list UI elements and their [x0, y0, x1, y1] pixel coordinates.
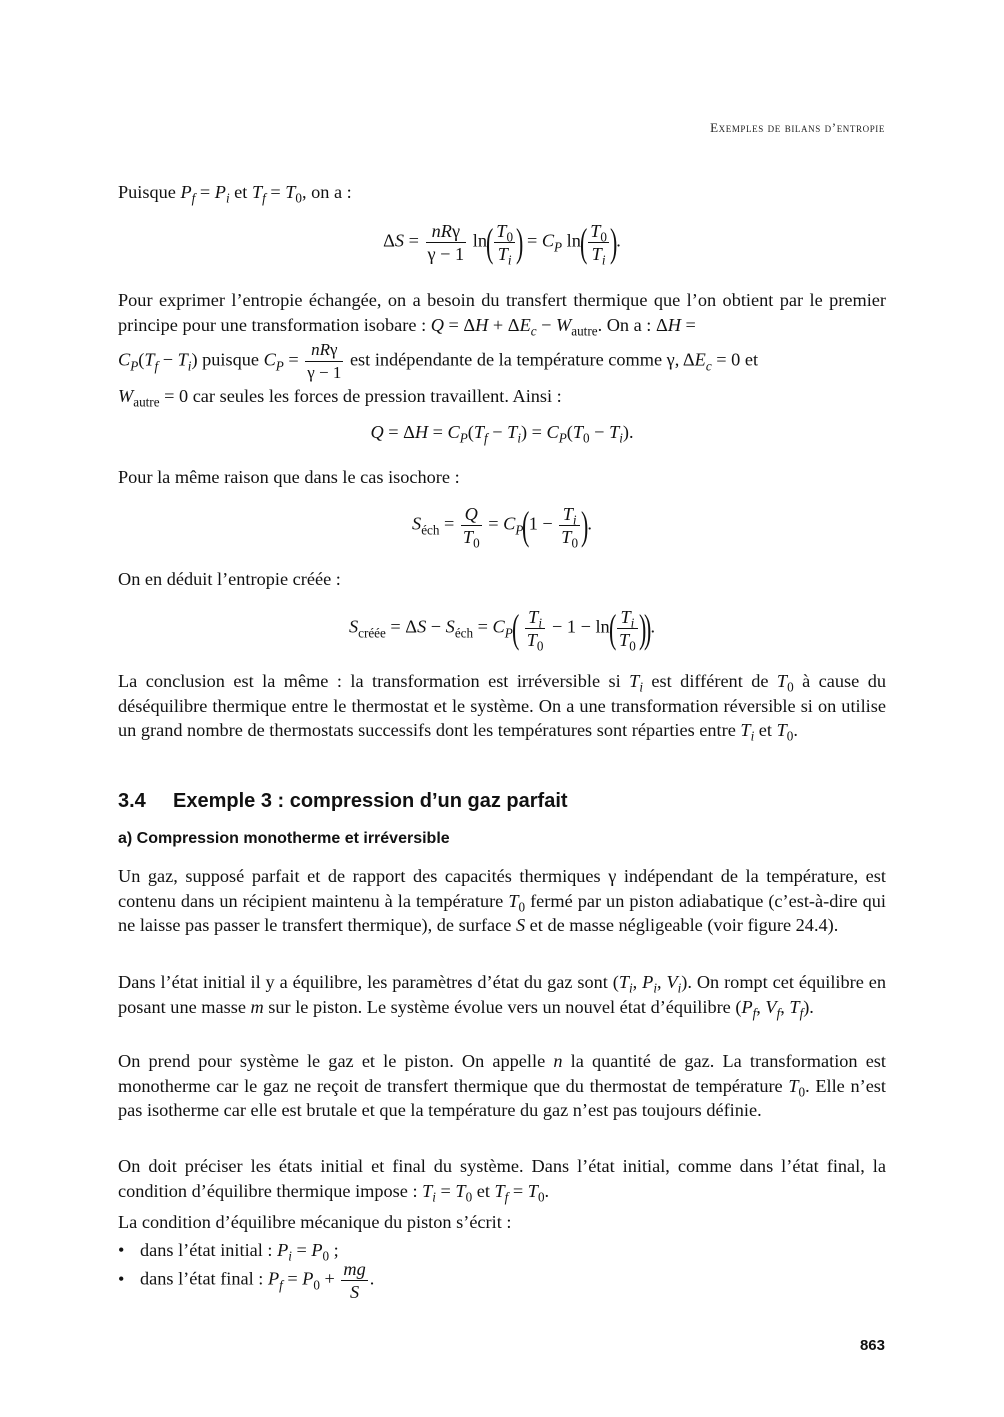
intro-word: Puisque: [118, 182, 176, 202]
paragraph-created-entropy: On en déduit l’entropie créée :: [118, 569, 341, 589]
section-number: 3.4: [118, 790, 146, 812]
paragraph-intro: Puisque $P_f = P_i$ et $T_f = T_0$, on a :: [118, 182, 352, 206]
equation-heat-transfer: $Q = \Delta H = C_P(T_f - T_i) = C_P(T_0 - T_i)$.: [370, 422, 634, 446]
equation-exchanged-entropy: $S_{éch}$ = $\frac{Q}{T_0}$ = $C_P(1$ − $\frac{T_i}{T_0}$ ).: [412, 502, 592, 551]
paragraph-thermal-equilibrium: On doit préciser les états initial et final du système. Dans l’état initial, comme dans l’état final, la condition d’équilibre thermique impose : $T_i = T_0$ et $T_f = T_0$.: [118, 1156, 886, 1205]
equation-created-entropy: $S_{créée} = \Delta S - S_{éch} = C_P$( $\frac{T_i}{T_0}$ − 1 − ln( $\frac{T_i}{T_0}$ )).: [348, 605, 656, 654]
paragraph-isochore: Pour la même raison que dans le cas isochore :: [118, 467, 460, 487]
paragraph-conclusion: La conclusion est la même : la transformation est irréversible si $T_i$ est différent de $T_0$ à cause du déséquilibre thermique entre le thermostat et le système. On a une transformation réversible si on utilise un grand nombre de thermostats successifs dont les températures sont réparties entre $T_i$ et $T_0$.: [118, 671, 886, 745]
subsection-heading: a) Compression monotherme et irréversible: [118, 830, 450, 847]
list-item-initial: • dans l’état initial : $P_i = P_0$ ;: [118, 1240, 339, 1264]
list-item-final: • dans l’état final : $P_f = P_0$ + $\frac{mg}{S}$ .: [118, 1259, 375, 1302]
bullet-icon: •: [118, 1240, 125, 1260]
bullet-icon: •: [118, 1268, 125, 1289]
paragraph-mechanical-equilibrium: La condition d’équilibre mécanique du piston s’écrit :: [118, 1212, 512, 1232]
paragraph-system: On prend pour système le gaz et le piston. On appelle n la quantité de gaz. La transformation est monotherme car le gaz ne reçoit de transfert thermique que du thermostat de température $T_0$. Elle n’est pas isotherme car elle est brutale et que la température du gaz n’est pas toujours définie.: [118, 1051, 887, 1121]
paragraph-initial-state: Dans l’état initial il y a équilibre, les paramètres d’état du gaz sont ($T_i$, $P_i$, $V_i$). On rompt cet équilibre en posant une masse m sur le piston. Le système évolue vers un nouvel état d’équilibre ($P_f$, $V_f$, $T_f$).: [118, 972, 887, 1021]
running-header: Exemples de bilans d’entropie: [710, 120, 885, 135]
section-title: Exemple 3 : compression d’un gaz parfait: [173, 790, 568, 812]
equation-entropy-variation: ΔS = $\frac{\text{nRγ}}{\gamma - 1}$ ln( $\frac{T_0}{T_i}$ ) = $C_P$ ln( $\frac{T_0}{T_i}$ ).: [383, 219, 621, 268]
paragraph-gas-setup: Un gaz, supposé parfait et de rapport des capacités thermiques γ indépendant de la température, est contenu dans un récipient maintenu à la température $T_0$ fermé par un piston adiabatique (c’est-à-dire qui ne laisse pas passer le transfert thermique), de surface S et de masse négligeable (voir figure 24.4).: [118, 866, 886, 936]
page-number: 863: [859, 1337, 885, 1354]
section-heading: [118, 790, 568, 813]
paragraph-exchanged-entropy: Pour exprimer l’entropie échangée, on a besoin du transfert thermique que l’on obtient par le premier principe pour une transformation isobare : $Q = \Delta H + \Delta E_c - W_{autre}$. On a : ΔH = $C_P(T_f - T_i)$ puisque $C_P$ = $\frac{\text{nRγ}}{\gamma - 1}$ est indépendante de la température comme γ, $\Delta E_c = 0$ et $W_{autre} = 0$ car seules les forces de pression travaillent. Ainsi :: [118, 290, 886, 411]
